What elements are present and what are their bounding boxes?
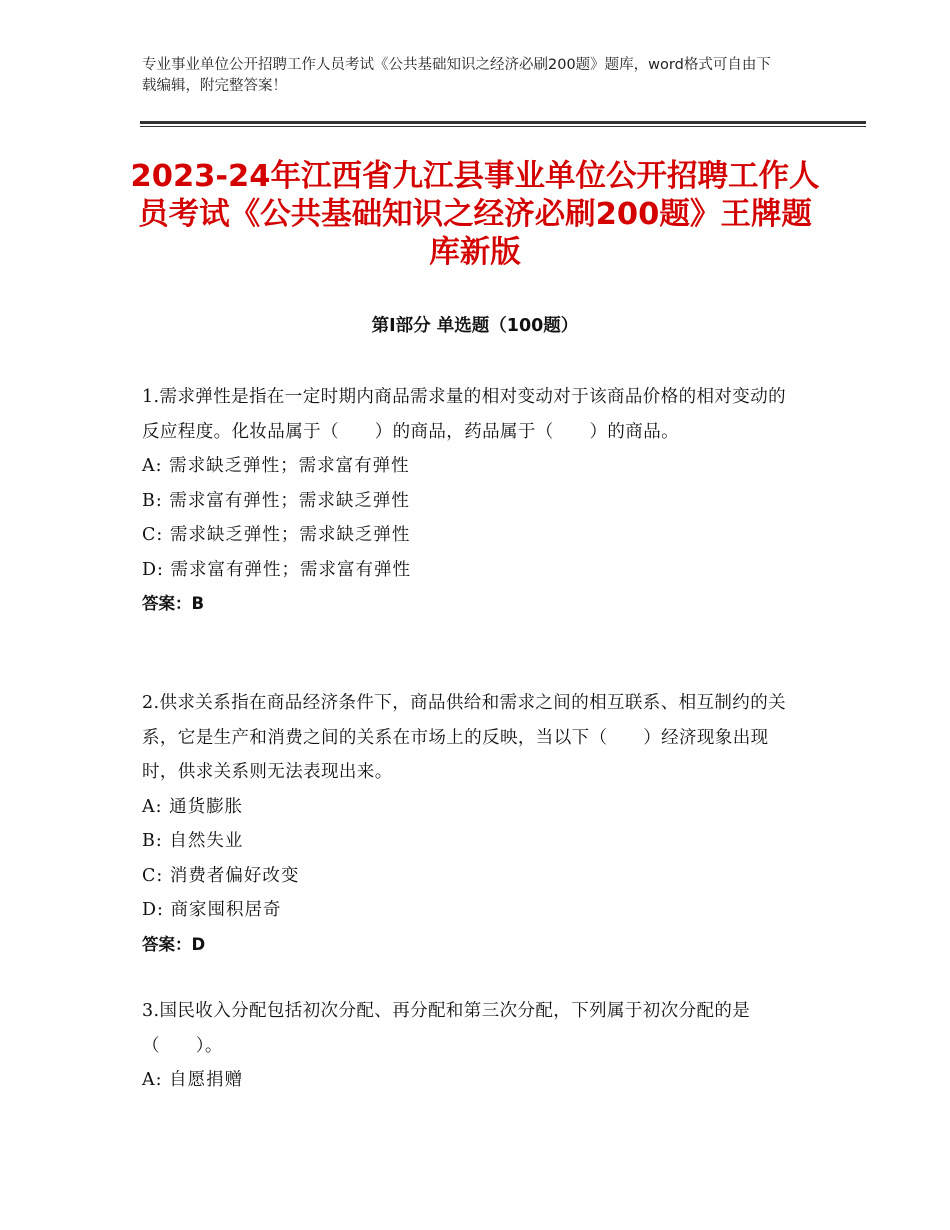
option-b: B: 需求富有弹性；需求缺乏弹性 — [142, 490, 410, 511]
option-d: D: 需求富有弹性；需求富有弹性 — [142, 559, 411, 580]
document-title: 2023-24年江西省九江县事业单位公开招聘工作人员考试《公共基础知识之经济必刷200题》王牌题库新版 — [130, 159, 820, 270]
option-d: D: 商家囤积居奇 — [142, 900, 282, 920]
answer: 答案：B — [142, 594, 205, 613]
question-2 — [142, 686, 802, 962]
question-3 — [142, 994, 802, 1098]
question-text: 2.供求关系指在商品经济条件下，商品供给和需求之间的相互联系、相互制约的关系，它是生产和消费之间的关系在市场上的反映，当以下（ ）经济现象出现时，供求关系则无法表现出来。 — [142, 693, 786, 782]
option-a: A: 自愿捐赠 — [142, 1070, 244, 1090]
option-b: B: 自然失业 — [142, 831, 244, 851]
header-note: 专业事业单位公开招聘工作人员考试《公共基础知识之经济必刷200题》题库，word格式可自由下载编辑，附完整答案！ — [142, 57, 771, 94]
section-heading: 第Ⅰ部分 单选题（100题） — [371, 316, 579, 336]
option-a: A: 需求缺乏弹性；需求富有弹性 — [142, 456, 410, 476]
header-rule-thick — [140, 121, 866, 124]
answer: 答案：D — [142, 934, 206, 954]
question-text: 3.国民收入分配包括初次分配、再分配和第三次分配，下列属于初次分配的是（ ）。 — [142, 1001, 751, 1056]
question-text: 1.需求弹性是指在一定时期内商品需求量的相对变动对于该商品价格的相对变动的反应程度。化妆品属于（ ）的商品，药品属于（ ）的商品。 — [142, 387, 786, 442]
option-a: A: 通货膨胀 — [142, 796, 244, 817]
header-rule-thin — [140, 126, 866, 127]
question-1 — [142, 380, 802, 622]
option-c: C: 消费者偏好改变 — [142, 865, 300, 886]
option-c: C: 需求缺乏弹性；需求缺乏弹性 — [142, 525, 411, 545]
